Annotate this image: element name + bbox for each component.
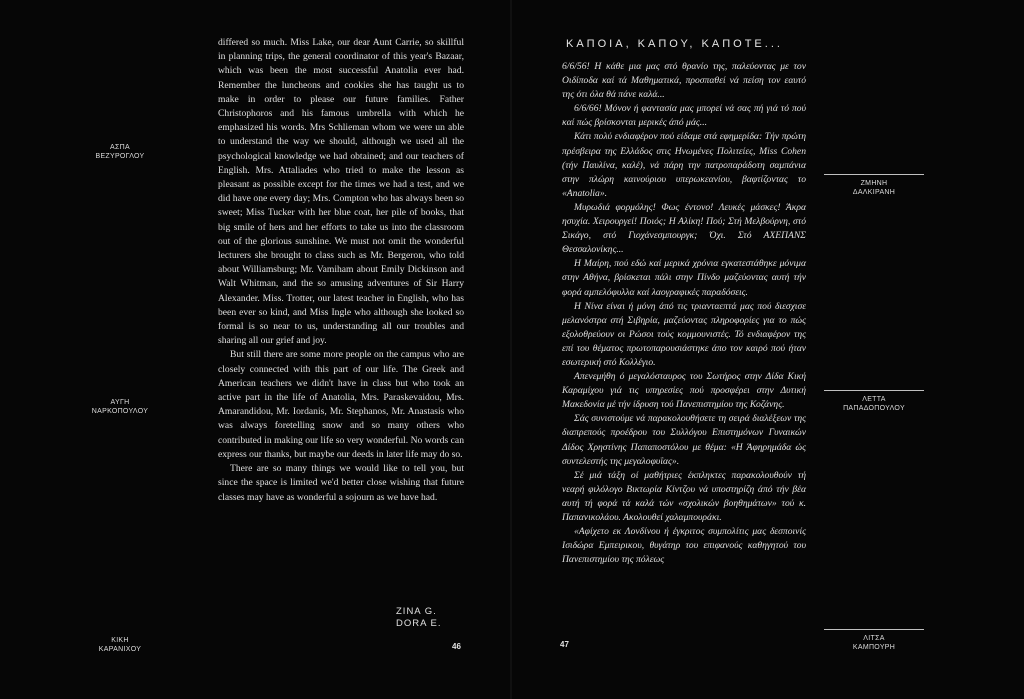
paragraph: There are so many things we would like to tell you, but since the space is limited we'd better close wishing that future classes may have as wonderful a sojourn as we have had.	[218, 463, 464, 503]
page-number: 46	[452, 642, 461, 651]
side-name-first: ΖΜΗΝΗ	[860, 180, 888, 187]
paragraph: Απενεμήθη ό μεγαλόσταυρος του Σωτήρος στην Δίδα Κική Καραμίχου γιά τις υπηρεσίες πού προσφέρει στην Δυτική Μακεδονία μέ τήν ίδρυση τού Πανεπιστημίου της Κοζάνης.	[562, 371, 806, 411]
side-name-last: ΔΑΛΚΙΡΑΝΗ	[852, 189, 896, 196]
side-name-3	[824, 634, 924, 652]
paragraph: 6/6/56! Η κάθε μια μας στό θρανίο της, παλεύοντας με τον Οιδίποδα καί τά Μαθηματικά, προσπαθεί νά πείση τον εαυτό της ότι όλα θά πάνε καλά...	[562, 61, 806, 101]
side-name-first: ΚΙΚΗ	[111, 637, 129, 644]
paragraph: «Αφίχετο εκ Λονδίνου ή έγκριτος συμπολίτις μας δεσποινίς Ισιδώρα Εμπειρικου, θυγάτηρ του επιφανούς καθηγητού του Πανεπιστημίου της πόλεως	[562, 526, 806, 566]
name-rule	[824, 629, 924, 630]
signature	[396, 606, 466, 630]
right-text-column	[562, 60, 806, 567]
side-name-2	[62, 398, 178, 416]
paragraph: differed so much. Miss Lake, our dear Aunt Carrie, so skillful in planning trips, the general coordinator of this year's Bazaar, which was been the most successful Anatolia ever had. Remember the luncheons and cookies she has taught us to make in order to please our future families. Father Christophoros and his famous umbrella with which he emphasized his words. Mrs Schlieman whom we were un able to understand the way we should, although we used all the psychological knowledge we had obtained; and our teachers of English. Mrs. Attaliades who tried to make the lesson as pleasant as possible except for the times we had a test, and we did have one every day; Mrs. Compton who has always been so sweet; Miss Tucker with her blue coat, her pile of books, that big smile of hers and her efforts to take us into the classroom out of the glorious sunshine. We must not omit the wonderful lecturers she brought to class such as Mr. Bergeron, who told about Williamsburg; Mr. Vamiham about Emily Dickinson and Walt Whitman, and the so amusing adventures of Sir Harry Alexander. Miss. Trotter, our latest teacher in English, who has been ever so kind, and Miss Ingle who although she looked so formal is so near to us, understanding all our troubles and sharing all our grief and joy.	[218, 37, 464, 347]
side-name-first: ΛΙΤΣΑ	[863, 635, 885, 642]
side-name-last: ΚΑΡΑΝΙΧΟΥ	[98, 646, 142, 653]
left-text-column	[218, 36, 464, 505]
side-name-first: ΑΥΓΗ	[110, 399, 130, 406]
signature-line: DORA E.	[396, 618, 442, 629]
name-rule	[824, 174, 924, 175]
paragraph: Η Νίνα είναι ή μόνη άπό τις τριανταεπτά μας πού διεσχισε μελανόστρα στή Σιβηρία, μαζεύοντας πληροφορίες για το πώς εξολοθρεύουν οι Ρώσοι τούς κομμουνιστές. Τό ενδιαφέρον της επί του θέματος πρωτοπαρουσιάστηκε άπο τον καιρό πού ήταν εσωτερική στό Κολλέγιο.	[562, 300, 806, 368]
paragraph: Η Μαίρη, πού εδώ καί μερικά χρόνια εγκατεστάθηκε μόνιμα στην Αθήνα, βρίσκεται πάλι στην Πίνδο μαζεύοντας αυτή τήν φορά αμπελόφυλλα καί λαογραφικές παραδόσεις.	[562, 258, 806, 298]
side-name-first: ΛΕΤΤΑ	[862, 396, 886, 403]
side-name-3	[62, 636, 178, 654]
name-rule	[824, 390, 924, 391]
right-page	[512, 0, 1024, 699]
page-number: 47	[560, 640, 569, 649]
side-name-last: ΒΕΖΥΡΟΓΛΟΥ	[95, 153, 145, 160]
signature-line: ZINA G.	[396, 606, 437, 617]
paragraph: 6/6/66! Μόνον ή φαντασία μας μπορεί νά σας πή γιά τό πού καί πώς βρίσκονται μερικές άπό μάς...	[562, 103, 806, 129]
side-name-last: ΝΑΡΚΟΠΟΥΛΟΥ	[91, 408, 149, 415]
paragraph: Σέ μιά τάξη οί μαθήτριες έκπληκτες παρακολουθούν τή νεαρή φιλόλογο Βικτωρία Κίντζου νά υποστηρίζη άπό τήν βέα αυτή τή φορά τά καλά τών «σχολικών βοηθημάτων» τού κ. Παπανικολάου. Ακολουθεί χαλαμπουράκι.	[562, 469, 806, 523]
paragraph: Κάτι πολύ ενδιαφέρον πού είδαμε στά εφημερίδα: Τήν πρώτη πρέσβειρα της Ελλάδος στις Ηνωμένες Πολιτείες, Miss Cohen (τήν Παυλίνα, καλέ), νά πάρη την πατροπαράδοτη σαμπάνια στην πλώρη καινούριου υπερωκεανίου, βαφτίζοντας το «Anatolia».	[562, 131, 806, 199]
paragraph: Σάς συνιστούμε νά παρακολουθήσετε τη σειρά διαλέξεων της διαπρεπούς προέδρου του Συλλόγου Επιστημόνων Γυναικών Δίδος Χρηστίνης Παπαποστόλου με θέμα: «Η Άφηρημάδα ώς συντελεστής της μεγαλοφυΐας».	[562, 413, 806, 467]
side-name-first: ΑΣΠΑ	[110, 144, 130, 151]
side-name-1	[824, 179, 924, 197]
paragraph: But still there are some more people on the campus who are closely connected with this part of our life. The Greek and American teachers we didn't have in class but who took an active part in the life of Anatolia, Mrs. Paraskevaidou, Mrs. Amarandidou, Mr. Iordanis, Mr. Stephanos, Mr. Anastasis who was always foretelling snow and so many others who contributed in making our life so very wonderful. No words can express our thanks, but maybe our deeds in later life may do so.	[218, 349, 464, 460]
paragraph: Μυρωδιά φορμόλης! Φως έντονο! Λευκές μάσκες! Άκρα ησυχία. Χειρουργεί! Ποιός; Η Αλίκη! Πού; Στή Μελβούρνη, στό Σικάγο, στό Γιοχάνεσμπουργκ; Όχι. Στό ΑΧΕΠΑΝΣ Θεσσαλονίκης...	[562, 201, 806, 256]
side-name-last: ΚΑΜΠΟΥΡΗ	[852, 644, 896, 651]
side-name-1	[62, 143, 178, 161]
side-name-last: ΠΑΠΑΔΟΠΟΥΛΟΥ	[843, 405, 905, 412]
side-name-2	[824, 395, 924, 413]
section-heading: ΚΑΠΟΙΑ, ΚΑΠΟΥ, ΚΑΠΟΤΕ...	[566, 38, 783, 50]
